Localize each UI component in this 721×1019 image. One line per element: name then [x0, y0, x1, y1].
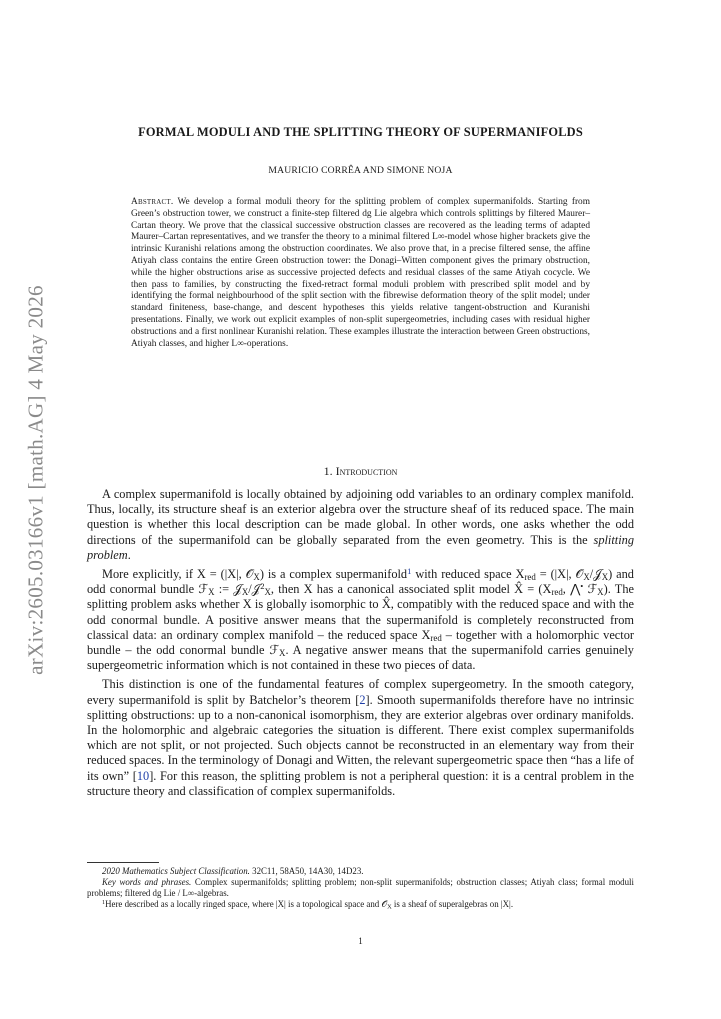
- paragraph-3: This distinction is one of the fundamental features of complex supergeometry. In the smooth category, every supermanifold is split by Batchelor’s theorem [2]. Smooth supermanifolds therefore have no intrinsic splitting obstructions: up to a non-canonical isomorphism, they are exterior algebras over ordinary manifolds. In the holomorphic and algebraic categories the situation is different. There exist complex supermanifolds which are not split, or not projected. Such objects cannot be reconstructed in an elementary way from their reduced spaces. In the terminology of Donagi and Witten, the relevant supergeometric space then “has a life of its own” [10]. For this reason, the splitting problem is not a peripheral question: it is a central problem in the structure theory and classification of complex supermanifolds.: [87, 677, 635, 798]
- citation-link[interactable]: 2: [359, 692, 366, 707]
- footnotes: [87, 866, 634, 910]
- paper-title: FORMAL MODULI AND THE SPLITTING THEORY OF SUPERMANIFOLDS: [138, 125, 583, 139]
- msc-classification: 2020 Mathematics Subject Classification. 32C11, 58A50, 14A30, 14D23.: [102, 866, 364, 876]
- paragraph-1: A complex supermanifold is locally obtained by adjoining odd variables to an ordinary complex manifold. Thus, locally, its structure sheaf is an exterior algebra over the structure sheaf of its reduced space. The main question is whether this local description can be made global. In other words, one asks whether the odd directions of the supermanifold can be globally separated from the even geometry. This is the splitting problem.: [87, 487, 634, 562]
- emphasis: splitting problem: [87, 532, 634, 562]
- keywords: Key words and phrases. Complex supermanifolds; splitting problem; non-split supermanifolds; obstruction classes; Atiyah class; formal moduli problems; filtered dg Lie / L∞-algebras.: [87, 877, 634, 898]
- section-number: 1.: [323, 464, 333, 478]
- footnote-rule: [87, 862, 159, 863]
- abstract-heading: Abstract.: [131, 197, 174, 207]
- section-title: Introduction: [335, 464, 398, 478]
- section-heading: [90, 464, 631, 479]
- body-text: [87, 487, 634, 803]
- footnote-link[interactable]: 1: [407, 566, 412, 577]
- footnote-1: $^1$Here described as a locally ringed space, where |X| is a topological space and 𝒪$_X$ is a sheaf of superalgebras on |X|.: [102, 899, 514, 911]
- arxiv-id: arXiv:2605.03166v1 [math.AG] 4 May 2026: [23, 285, 48, 675]
- page-number: 1: [358, 936, 363, 946]
- abstract-text: We develop a formal moduli theory for the splitting problem of complex supermanifolds. Starting from Green’s obstruction tower, we construct a finite-step filtered dg Lie algebra which controls splittings by filtered Maurer–Cartan theory. We prove that the classical successive obstruction classes are recovered as the leading terms of adapted Maurer–Cartan representatives, and we transfer the theory to a minimal filtered L∞-model whose higher brackets give the intrinsic Kuranishi relations among the obstruction coordinates. We also prove that, in a precise filtered sense, the affine Atiyah class contains the entire Green obstruction tower: the Donagi–Witten component gives the primary obstruction, while the higher obstructions arise as successive projected defects and residual classes of the same Atiyah cocycle. We then pass to families, by constructing the fixed-retract formal moduli problem with prescribed split model and by identifying the formal neighbourhood of the split section with the fibrewise deformation theory of the split model; under standard finiteness, base-change, and descent hypotheses this yields relative tangent-obstruction and Kuranishi presentations. Finally, we work out explicit examples of non-split supergeometries, including cases with residual higher obstructions and a first nonlinear Kuranishi relation. These examples illustrate the interaction between Green obstructions, Atiyah classes, and higher L∞-operations.: [131, 197, 590, 349]
- paper-authors: MAURICIO CORRÊA AND SIMONE NOJA: [268, 165, 453, 176]
- abstract: [131, 197, 590, 350]
- citation-link[interactable]: 10: [136, 768, 150, 783]
- paragraph-2: More explicitly, if X = (|X|, 𝒪$_X$) is a complex supermanifold$^1$ with reduced space $X_{red} = (|X|$, 𝒪$_X$/𝒥$_X$) and odd conormal bundle ℱ$_X$ := 𝒥$_X$/𝒥$^2_X$, then X has a canonical associated split model X̂ = ($X_{red}$, ⋀• ℱ$_X$). The splitting problem asks whether X is globally isomorphic to X̂, compatibly with the reduced space and with the odd conormal bundle. A positive answer means that the supermanifold is completely reconstructed from classical data: an ordinary complex manifold – the reduced space $X_{red}$ – together with a holomorphic vector bundle – the odd conormal bundle ℱ$_X$. A negative answer means that the supermanifold carries genuinely supergeometric information which is not contained in these two pieces of data.: [87, 566, 634, 673]
